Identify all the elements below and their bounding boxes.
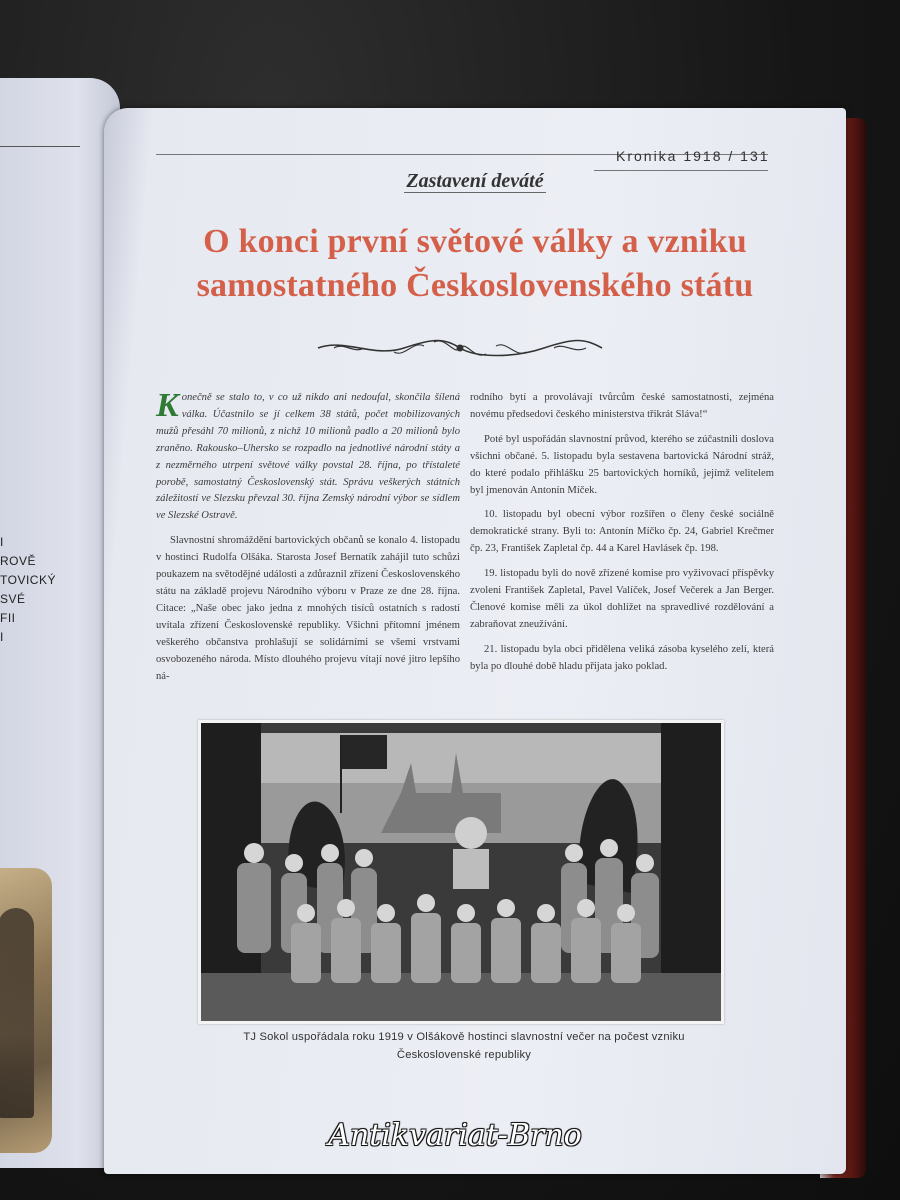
paragraph: rodního bytí a provolávají tvůrcům české samostatnosti, zejména novému předsedovi českého ministerstva třikrát Sláva!“ <box>470 392 774 420</box>
title-line-1: O konci první světové války a vzniku <box>203 223 747 260</box>
left-page-line: I <box>0 535 4 549</box>
left-photo-figure <box>0 908 34 1118</box>
caption-line-2: Československé republiky <box>396 1049 532 1061</box>
photo-caption <box>164 1028 764 1064</box>
historical-photo <box>198 720 724 1024</box>
intro-paragraph <box>156 387 460 525</box>
section-heading-wrap <box>104 170 846 193</box>
right-page <box>104 108 846 1174</box>
paragraph: Slavnostní shromáždění bartovických občanů se konalo 4. listopadu v hostinci Rudolfa Olšáka. Starosta Josef Bernatík zahájil tuto schůzi poukazem na světodějné události a zdůraznil zřízení Československého státu na základě projevu Národního výboru v Praze ze dne 28. října. Citace: „Naše obec jako jedna z mnohých tisíců ostatních s radostí uvítala zřízení Československé republiky. Všichni přítomní jménem veškerého občanstva prohlašují se solidárními se všemi vrstvami osvobozeného národa. Místo dlouhého projevu vítají nové jitro lepšího ná- <box>156 535 460 682</box>
dropcap: K <box>156 387 179 424</box>
running-head: Kronika 1918 / 131 <box>616 148 770 164</box>
intro-text: onečně se stalo to, v co už nikdo ani nedoufal, skončila šílená válka. Účastnilo se jí celkem 38 států, počet mobilizovaných mužů přesáhl 70 milionů, z nichž 10 milionů padlo a 20 milionů bylo zraněno. Rakousko–Uhersko se rozpadlo na jednotlivé národní státy a z nezměrného utrpení světové války povstal 28. října, po třístaleté porobě, samostatný Československý stát. Správu veškerých státních záležitostí ve Slezsku převzal 30. října Zemský národní výbor se sídlem ve Slezské Ostravě. <box>156 392 460 522</box>
left-page-line: FII <box>0 611 16 625</box>
left-page-photo <box>0 868 52 1153</box>
ornament-divider-icon <box>314 334 606 362</box>
paragraph: 19. listopadu byli do nově zřízené komise pro vyživovací příspěvky zvoleni František Zapletal, Pavel Valíček, Josef Večerek a Jan Berger. Členové komise měli za úkol dohlížet na spravedlivé rozdělování a zabraňovat zneužívání. <box>470 568 774 630</box>
left-page <box>0 78 120 1168</box>
left-page-line: ROVĚ <box>0 554 37 568</box>
left-page-line: I <box>0 630 4 644</box>
watermark: Antikvariat-Brno <box>328 1118 582 1153</box>
paragraph: 21. listopadu byla obci přidělena veliká zásoba kyselého zelí, která byla po dlouhé době hladu přijata jako poklad. <box>470 643 774 672</box>
page-title <box>144 220 806 308</box>
text-column-right <box>470 390 774 684</box>
photo-scene <box>201 723 721 1021</box>
paragraph: Poté byl uspořádán slavnostní průvod, kterého se zúčastnili doslova všichni občané. 5. listopadu byla sestavena bartovická Národní stráž, do které podalo přihlášku 25 bartovických horníků, jejímž velitelem byl jmenován Antonín Míček. <box>470 433 774 496</box>
title-line-2: samostatného Československého státu <box>196 267 754 304</box>
section-heading: Zastavení deváté <box>406 170 544 192</box>
left-page-line: SVÉ <box>0 592 26 606</box>
text-column-left <box>156 387 460 693</box>
paragraph: 10. listopadu byl obecní výbor rozšířen o členy české sociálně demokratické strany. Byli to: Antonín Míčko čp. 24, Gabriel Krečmer čp. 23, František Zapletal čp. 44 a Karel Havlásek čp. 198. <box>470 509 774 555</box>
caption-line-1: TJ Sokol uspořádala roku 1919 v Olšákově hostinci slavnostní večer na počest vzniku <box>243 1031 685 1043</box>
left-page-line: TOVICKÝ <box>0 573 56 587</box>
left-page-rule <box>0 146 80 147</box>
left-page-text <box>0 533 56 647</box>
